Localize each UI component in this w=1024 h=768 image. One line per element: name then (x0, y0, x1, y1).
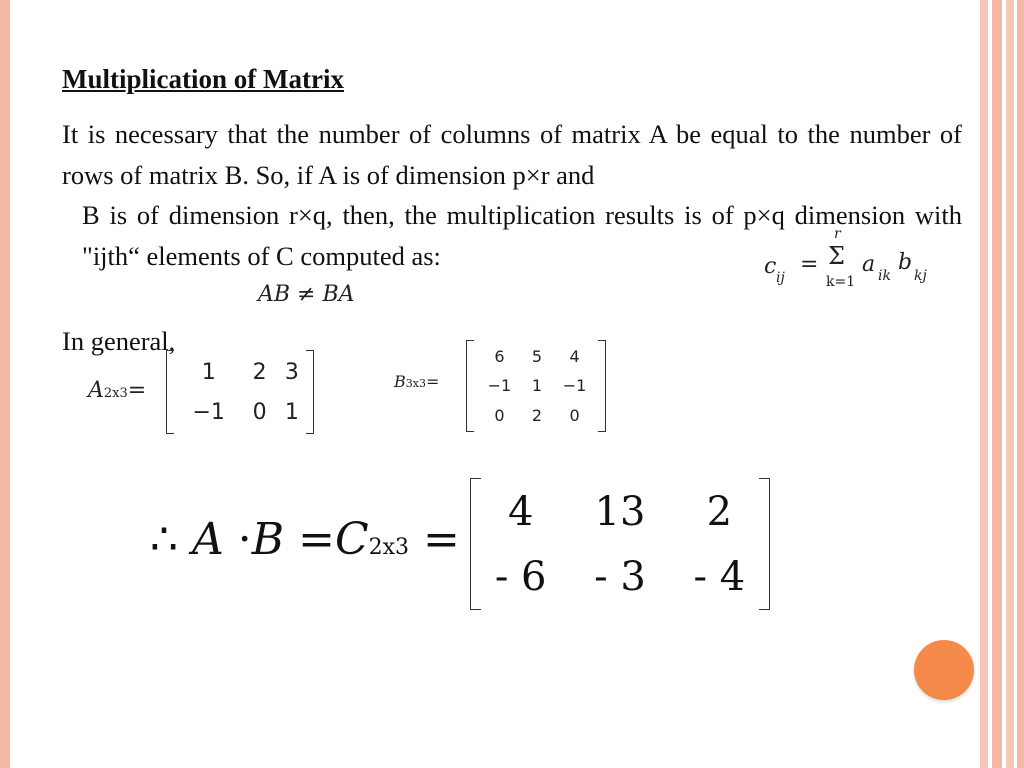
result-cell: 4 (507, 488, 534, 535)
matrix-a-label: A2x3= (88, 378, 147, 403)
result-cell: - 3 (594, 553, 646, 600)
element-formula: c ij = r Σ k=1 a ik b kj (764, 226, 927, 290)
result-cell: - 6 (494, 553, 547, 600)
noncommutative-formula: AB ≠ BA (258, 282, 355, 307)
result-cell: 13 (594, 488, 646, 535)
matrix-b: 6 5 4 −1 1 −1 0 2 0 (466, 340, 606, 432)
matrix-b-label: B3x3= (394, 372, 440, 391)
orange-circle-decoration (914, 640, 974, 700)
result-cell: - 4 (693, 553, 746, 600)
right-border-stripes (980, 0, 1024, 768)
paragraph-line-1: It is necessary that the number of columns of matrix A be equal to the number of rows of matrix B. So, if A is of dimension p×r and (62, 119, 962, 190)
in-general-label: In general, (62, 326, 176, 356)
result-equation: ∴ A ·B =C2x3 = (150, 514, 460, 565)
result-matrix (470, 478, 770, 610)
slide-title: Multiplication of Matrix (62, 64, 344, 94)
result-cell: 2 (706, 488, 733, 535)
matrix-a: 1 2 3 −1 0 1 (166, 350, 314, 434)
left-border-stripe (0, 0, 10, 768)
paragraph-line-2: B is of dimension r×q, then, the multiplication results is of p×q dimension with "ijth“ elements of C computed as: (82, 200, 962, 271)
